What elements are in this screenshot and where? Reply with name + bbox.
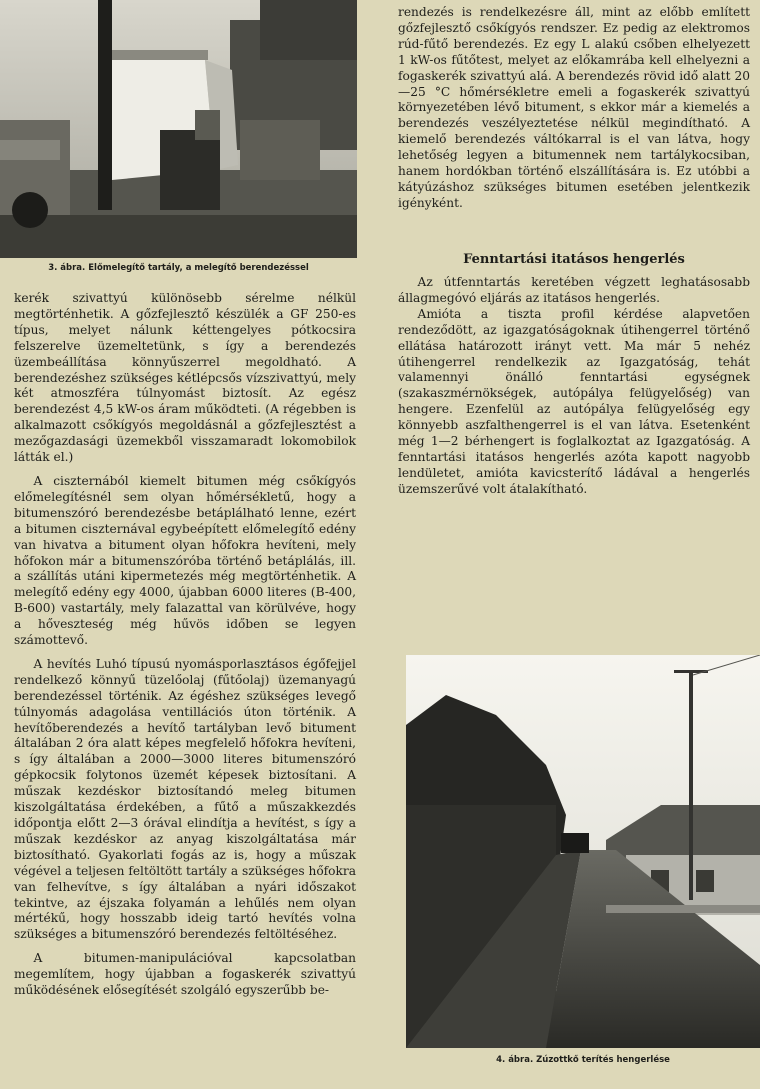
- right-body-text-bottom: [398, 275, 750, 498]
- paragraph: Az útfenntartás keretében végzett leghatásosabb állagmegóvó eljárás az itatásos hengerlés.: [398, 275, 750, 305]
- figure-3-caption: 3. ábra. Előmelegítő tartály, a melegítő berendezéssel: [48, 263, 309, 273]
- paragraph: A hevítés Luhó típusú nyomásporlasztásos égőfejjel rendelkező könnyű tüzelőolaj (fűtőolaj) üzemanyagú berendezéssel történik. Az égéshez szükséges levegő túlnyomás adagolása ventillációs úton történik. A hevítőberendezés a hevítő tartályban levő bitument általában 2 óra alatt képes megfelelő hőfokra hevíteni, s így általában a 2000—3000 literes bitumenszóró gépkocsik folytonos üzemét képesek biztosítani. A műszak kezdéskor biztosítandó meleg bitumen kiszolgáltatása érdekében, a fűtő a műszakkezdés időpontja előtt 2—3 órával elindítja a hevítést, s így a műszak kezdéskor az anyag kiszolgáltatása már biztosítható. Gyakorlati fogás az is, hogy a műszak végével a teljesen feltöltött tartály a szükséges hőfokra van felhevítve, s így általában a nyári időszakot tekintve, az éjszaka folyamán a lehűlés nem olyan mértékű, hogy hosszabb ideig tartó hevítés volna szükséges a bitumenszóró berendezés feltöltéséhez.: [14, 656, 356, 942]
- road-roller-photo-icon: [406, 655, 760, 1048]
- paragraph: rendezés is rendelkezésre áll, mint az előbb említett gőzfejlesztő csőkígyós rendszer. Ez pedig az elektromos rúd-fűtő berendezés. Ez egy L alakú csőben elhelyezett 1 kW-os fűtőtest, melyet az előkamrába kell elhelyezni a fogaskerék szivattyú alá. A berendezés rövid idő alatt 20—25 °C hőmérsékletre emeli a fogaskerék szivattyú környezetében lévő bitument, s ekkor már a kiemelés a berendezés veszélyeztetése nélkül megindítható. A kiemelő berendezés váltókarral is el van látva, hogy lehetőség legyen a bitumennek nem tartálykocsiban, hanem hordókban történő elszállítására is. Ez utóbbi a kátyúzáshoz szükséges bitumen esetében jelentkezik igényként.: [398, 5, 750, 210]
- paragraph: kerék szivattyú különösebb sérelme nélkül megtörténhetik. A gőzfejlesztő készülék a GF 250-es típus, melyet nálunk kéttengelyes pótkocsira felszerelve üzemeltetünk, s így a berendezés üzembeállítása könnyűszerrel megoldható. A berendezéshez szükséges kétlépcsős vízszivattyú, mely két atmoszféra túlnyomást biztosít. Az egész berendezést 4,5 kW-os áram működteti. (A régebben is alkalmazott csőkígyós megoldásnál a gőzfejlesztést a mezőgazdasági üzemekből visszamaradt lokomobilok látták el.): [14, 291, 356, 465]
- paragraph: A bitumen-manipulációval kapcsolatban megemlítem, hogy újabban a fogaskerék szivattyú működésének elősegítését szolgáló egyszerűbb be-: [14, 951, 356, 998]
- boiler-tank-photo-icon: [0, 0, 357, 258]
- paragraph: Amióta a tiszta profil kérdése alapvetően rendeződött, az igazgatóságoknak útihengerrel történő ellátása határozott irányt vett. Ma már 5 nehéz útihengerrel rendelkezik az Igazgatóság, tehát valamennyi önálló fenntartási egységnek (szakaszmérnökségek, autópálya felügyelőség) van hengere. Ezenfelül az autópálya felügyelőség egy könnyebb aszfalthengerrel is el van látva. Esetenként még 1—2 bérhengert is foglalkoztat az Igazgatóság. A fenntartási itatásos hengerlés azóta kapott nagyobb lendületet, amióta kavicsterítő ládával a hengerlés üzemszerűvé volt átalakítható.: [398, 306, 750, 496]
- left-body-text: [14, 291, 356, 999]
- figure-4-caption: 4. ábra. Zúzottkő terítés hengerlése: [496, 1055, 670, 1065]
- right-body-text-top: [398, 5, 750, 212]
- paragraph: A ciszternából kiemelt bitumen még csőkígyós előmelegítésnél sem olyan hőmérsékletű, hogy a bitumenszóró berendezésbe betáplálható lenne, ezért a bitumen ciszternával egybeépített előmelegítő edény van hivatva a bitument olyan hőfokra hevíteni, mely hőfokon már a bitumenszóróba történő betáplálás, ill. a szállítás utáni kipermetezés még megtörténhetik. A melegítő edény egy 4000, újabban 6000 literes (B-400, B-600) vastartály, mely falazattal van körülvéve, hogy a hőveszteség még hűvös időben se legyen számottevő.: [14, 473, 356, 648]
- section-heading: Fenntartási itatásos hengerlés: [463, 252, 685, 267]
